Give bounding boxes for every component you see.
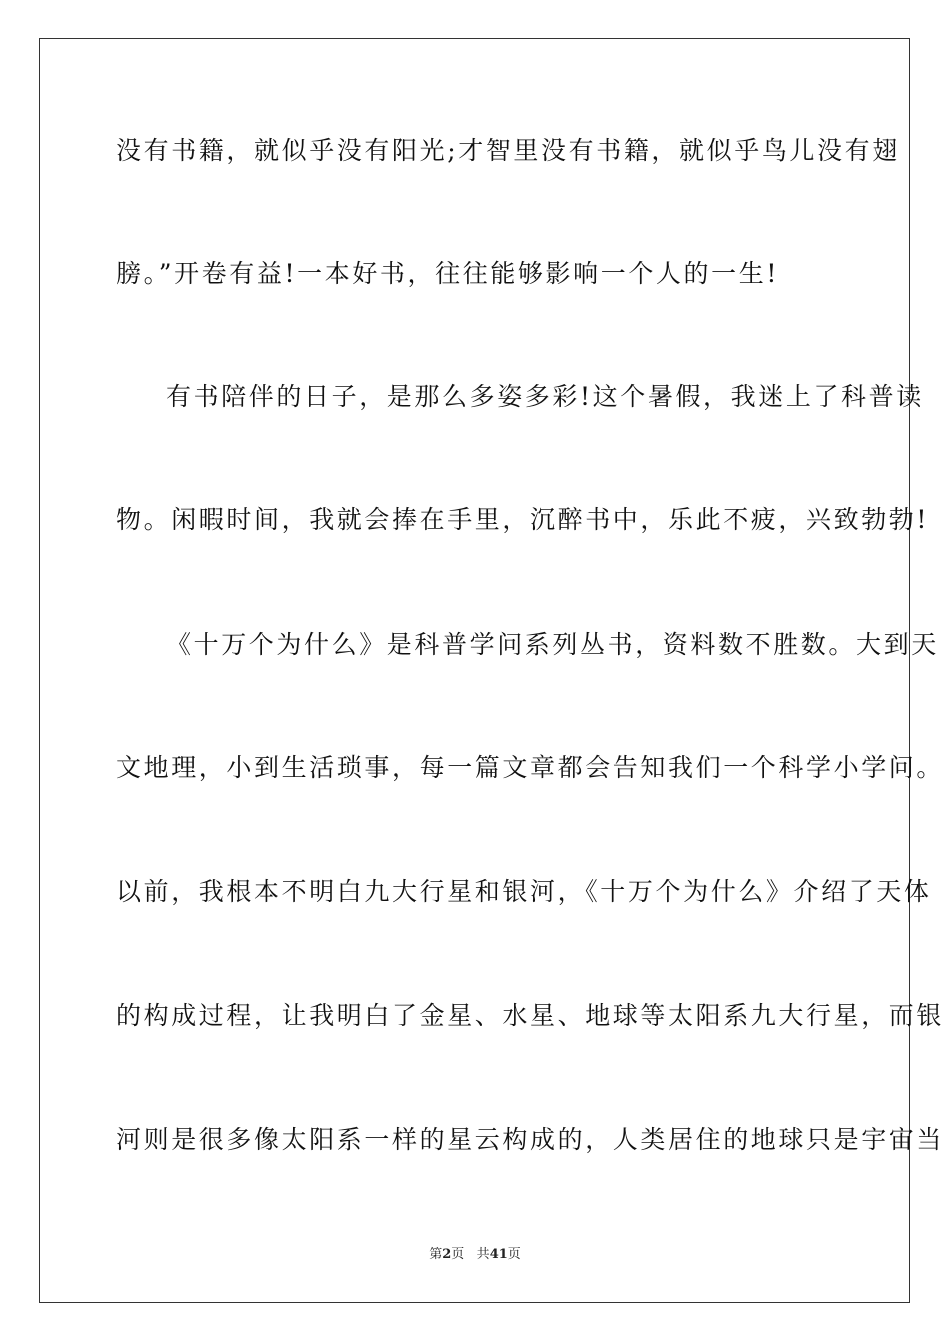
text-line-2: 膀。”开卷有益!一本好书，往往能够影响一个人的一生!: [116, 259, 779, 288]
text-line-8: 的构成过程，让我明白了金星、水星、地球等太阳系九大行星，而银: [116, 1001, 945, 1030]
text-line-1: 没有书籍，就似乎没有阳光;才智里没有书籍，就似乎鸟儿没有翅: [116, 136, 900, 165]
footer-page-prefix: 第: [429, 1247, 443, 1262]
footer-page-number: 2: [442, 1247, 452, 1262]
footer-total-pages: 41: [489, 1247, 508, 1262]
text-line-5: 《十万个为什么》是科普学问系列丛书，资料数不胜数。大到天: [166, 630, 939, 659]
text-line-4: 物。闲暇时间，我就会捧在手里，沉醉书中，乐此不疲，兴致勃勃!: [116, 505, 930, 534]
page-border: [39, 38, 945, 1303]
footer-page-suffix: 页: [451, 1247, 465, 1262]
text-line-3: 有书陪伴的日子，是那么多姿多彩!这个暑假，我迷上了科普读: [166, 382, 924, 411]
page-footer: [0, 1246, 950, 1264]
text-line-7: 以前，我根本不明白九大行星和银河，《十万个为什么》介绍了天体: [116, 877, 932, 906]
text-line-6: 文地理，小到生活琐事，每一篇文章都会告知我们一个科学小学问。: [116, 753, 945, 782]
text-line-9: 河则是很多像太阳系一样的星云构成的，人类居住的地球只是宇宙当: [116, 1125, 945, 1154]
footer-total-prefix: 共: [476, 1247, 490, 1262]
footer-total-suffix: 页: [507, 1247, 521, 1262]
